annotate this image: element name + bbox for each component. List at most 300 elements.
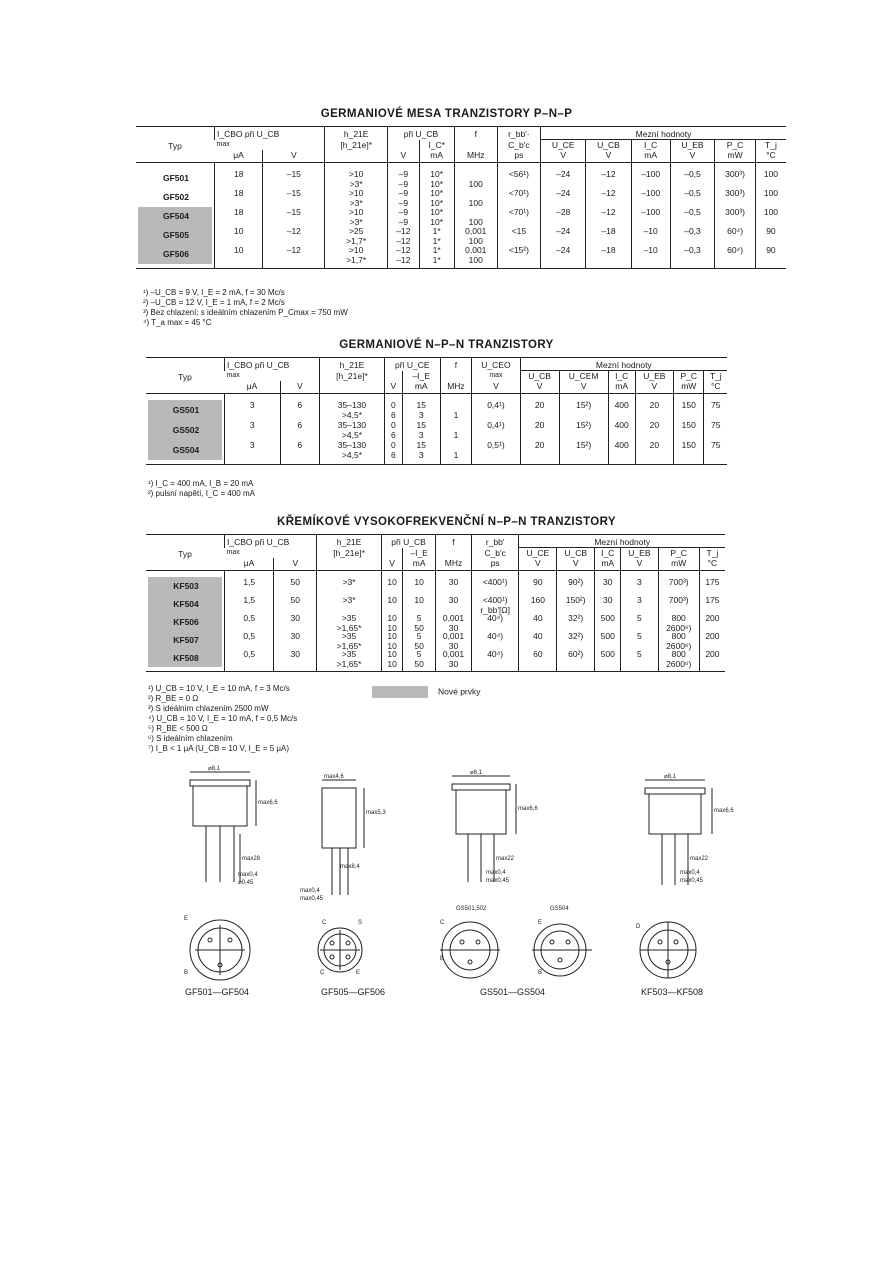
pin-label: C bbox=[320, 970, 325, 976]
table-cell bbox=[474, 577, 516, 595]
cell-value: 0 bbox=[391, 400, 396, 410]
table-cell bbox=[405, 400, 438, 420]
cell-value: 6 bbox=[297, 440, 303, 450]
cell-value: 10* bbox=[430, 188, 444, 198]
cell-value: –9 bbox=[398, 198, 409, 208]
cell-value: 60²) bbox=[568, 649, 584, 659]
cell-value: 800 bbox=[671, 631, 686, 641]
unit: ps bbox=[497, 150, 540, 163]
table-cell bbox=[611, 400, 633, 420]
table-cell bbox=[457, 188, 495, 207]
col-typ: Typ bbox=[136, 127, 215, 163]
cell-value: 100 bbox=[763, 188, 779, 198]
cell-value: –24 bbox=[556, 188, 571, 198]
col-m-tj: T_j bbox=[699, 548, 725, 559]
cell-value: 400 bbox=[614, 400, 629, 410]
footnotes-germanium-pnp bbox=[143, 288, 348, 328]
unit: V bbox=[382, 558, 403, 571]
cell-value: <15²) bbox=[508, 245, 529, 255]
dim-label: GS504 bbox=[550, 906, 569, 912]
dim-label: max8,4 bbox=[340, 864, 360, 870]
drawing-gs501-side bbox=[452, 776, 516, 882]
cell-value: 15 bbox=[416, 440, 426, 450]
unit: V bbox=[263, 150, 325, 163]
cell-value: –0,3 bbox=[684, 226, 701, 236]
table-column bbox=[497, 163, 540, 269]
cell-value: 700³) bbox=[668, 577, 689, 587]
table-cell bbox=[405, 595, 433, 613]
cell-value: >4,5* bbox=[341, 410, 362, 420]
table-column bbox=[699, 571, 725, 672]
cell-value: 10* bbox=[430, 217, 444, 227]
table-cell bbox=[676, 400, 701, 420]
table-cell bbox=[706, 420, 725, 440]
dim-label: max0,4 bbox=[238, 872, 258, 878]
cell-value: –18 bbox=[601, 226, 616, 236]
footnote: ²) R_BE = 0 Ω bbox=[148, 694, 199, 703]
cell-value: 1,5 bbox=[243, 577, 256, 587]
legend-label: Nové prvky bbox=[438, 686, 481, 697]
table-cell bbox=[457, 169, 495, 188]
table-cell bbox=[634, 188, 668, 207]
col-hfe2: [h_21e]* bbox=[325, 140, 388, 151]
table-cell bbox=[327, 245, 385, 264]
table-cell bbox=[638, 420, 671, 440]
table-cell bbox=[322, 440, 382, 460]
cell-value: <15 bbox=[511, 226, 527, 236]
table-cell bbox=[217, 226, 260, 245]
table-cell bbox=[673, 207, 713, 226]
table-column bbox=[225, 394, 281, 465]
dim-label: max22 bbox=[690, 856, 709, 862]
table-cell bbox=[623, 649, 655, 667]
type-name: KF506 bbox=[148, 613, 222, 631]
table-cell bbox=[758, 226, 784, 245]
table-cell bbox=[384, 577, 400, 595]
col-pri: při U_CE bbox=[384, 358, 440, 371]
cell-value: 100 bbox=[468, 236, 483, 246]
unit: μA bbox=[215, 150, 263, 163]
table-cell bbox=[638, 440, 671, 460]
cell-value: 15²) bbox=[576, 440, 592, 450]
table-column bbox=[274, 571, 317, 672]
unit: V bbox=[557, 558, 595, 571]
cell-value: –12 bbox=[396, 255, 411, 265]
table-cell bbox=[390, 169, 416, 188]
unit: μA bbox=[225, 558, 274, 571]
type-name: KF507 bbox=[148, 631, 222, 649]
unit: V bbox=[635, 381, 673, 394]
table-cell bbox=[319, 577, 379, 595]
col-uceo: U_CEO bbox=[472, 358, 520, 371]
cell-value: 60⁴) bbox=[727, 226, 744, 236]
table-cell bbox=[319, 595, 379, 613]
table-column bbox=[635, 394, 673, 465]
cell-value: 90 bbox=[533, 577, 543, 587]
drawing-gf501-side bbox=[190, 772, 256, 882]
cell-value: –0,5 bbox=[684, 207, 701, 217]
cell-value: <56¹) bbox=[508, 169, 529, 179]
cell-value: 1* bbox=[432, 226, 441, 236]
cell-value: 18 bbox=[233, 207, 244, 217]
table-cell bbox=[661, 631, 697, 649]
cell-value: 800 bbox=[671, 613, 686, 623]
table-column bbox=[263, 163, 325, 269]
cell-value: 0,001 bbox=[442, 649, 465, 659]
table-cell bbox=[227, 577, 271, 595]
cell-value: 3 bbox=[637, 595, 642, 605]
table-cell bbox=[500, 188, 538, 207]
cell-value: 15 bbox=[416, 420, 426, 430]
table-cell bbox=[623, 595, 655, 613]
table-cell bbox=[474, 631, 516, 649]
cell-value: 10 bbox=[387, 577, 397, 587]
cell-value: >3* bbox=[342, 577, 356, 587]
table-column bbox=[280, 394, 319, 465]
col-m-uce: U_CE bbox=[519, 548, 557, 559]
col-hfe: h_21E bbox=[325, 127, 388, 140]
table-column bbox=[319, 394, 384, 465]
unit bbox=[325, 150, 388, 163]
table-cell bbox=[661, 577, 697, 595]
table-cell bbox=[661, 613, 697, 631]
col-m-ic: I_C bbox=[595, 548, 621, 559]
package-drawings bbox=[140, 760, 760, 1010]
cell-value bbox=[443, 440, 470, 450]
caption-kf503: KF503—KF508 bbox=[641, 987, 704, 997]
table-cell bbox=[638, 400, 671, 420]
table-cell bbox=[611, 440, 633, 460]
cell-value: 30 bbox=[602, 595, 613, 605]
col-m-pc: P_C bbox=[658, 548, 699, 559]
pin-label: E bbox=[356, 970, 361, 976]
footnote: ⁷) I_B < 1 μA (U_CB = 10 V, I_E = 5 μA) bbox=[148, 744, 289, 753]
table-cell bbox=[422, 188, 452, 207]
cell-value: 0,001 bbox=[465, 245, 487, 255]
cell-value: –24 bbox=[556, 245, 571, 255]
cell-value: >10 bbox=[348, 188, 364, 198]
unit: mW bbox=[715, 150, 756, 163]
cell-value: 50 bbox=[414, 623, 424, 633]
unit: mA bbox=[402, 381, 440, 394]
cell-value: –100 bbox=[641, 188, 661, 198]
cell-value: 60 bbox=[533, 649, 543, 659]
table-column bbox=[631, 163, 670, 269]
unit: °C bbox=[755, 150, 786, 163]
table-column bbox=[670, 163, 715, 269]
table-cell bbox=[523, 440, 557, 460]
cell-value: –9 bbox=[398, 188, 409, 198]
col-m-pc: P_C bbox=[674, 371, 704, 382]
table-cell bbox=[702, 631, 723, 649]
unit: mA bbox=[631, 150, 670, 163]
col-icbo: I_CBO při U_CB bbox=[225, 535, 317, 548]
col-mezni: Mezní hodnoty bbox=[519, 535, 725, 548]
cell-value: 10 bbox=[387, 631, 397, 641]
table-cell bbox=[265, 188, 322, 207]
table-cell bbox=[457, 245, 495, 264]
table-cell bbox=[706, 440, 725, 460]
unit: V bbox=[670, 150, 715, 163]
cell-value: 150 bbox=[681, 400, 696, 410]
cell-value: 30 bbox=[290, 613, 300, 623]
table-cell bbox=[422, 169, 452, 188]
cell-value: >1,7* bbox=[346, 255, 367, 265]
col-f: f bbox=[436, 535, 472, 548]
cell-value: 3 bbox=[418, 410, 424, 420]
unit: V bbox=[384, 381, 402, 394]
table-cell bbox=[322, 400, 382, 420]
cell-value: 0,001 bbox=[442, 631, 465, 641]
unit: V bbox=[274, 558, 317, 571]
table-cell bbox=[702, 649, 723, 667]
dim-label: max5,3 bbox=[366, 810, 386, 816]
pin-label: B bbox=[184, 970, 189, 976]
col-f: f bbox=[440, 358, 472, 371]
table-cell bbox=[559, 649, 592, 667]
col-m-ueb: U_EB bbox=[621, 548, 658, 559]
cell-value: 20 bbox=[534, 400, 545, 410]
cell-value: 10 bbox=[387, 613, 397, 623]
cell-value: 150 bbox=[681, 420, 696, 430]
unit: ps bbox=[471, 558, 518, 571]
type-name: GF506 bbox=[138, 245, 212, 264]
table-cell bbox=[276, 577, 314, 595]
table-cell bbox=[422, 245, 452, 264]
col-ie: –I_E bbox=[402, 371, 440, 382]
cell-value bbox=[457, 207, 495, 217]
cell-value: 200 bbox=[705, 631, 720, 641]
cell-value: –100 bbox=[641, 207, 661, 217]
table-cell bbox=[283, 440, 317, 460]
cell-value: 200 bbox=[705, 649, 720, 659]
table-cell bbox=[319, 649, 379, 667]
table-cell bbox=[634, 245, 668, 264]
cell-value: –0,5 bbox=[684, 188, 701, 198]
cell-value: 10* bbox=[430, 198, 444, 208]
cell-value: r_bb'[Ω] bbox=[480, 605, 511, 615]
table-cell bbox=[405, 631, 433, 649]
cell-value: 0,001 bbox=[465, 226, 487, 236]
table-cell bbox=[543, 169, 583, 188]
cell-value: 1* bbox=[432, 245, 441, 255]
table-column bbox=[472, 394, 520, 465]
cell-value: 30 bbox=[448, 659, 459, 669]
table-cell bbox=[438, 649, 469, 667]
table-cell bbox=[623, 577, 655, 595]
table-cell bbox=[474, 400, 517, 420]
cell-value: 15²) bbox=[576, 400, 592, 410]
table-column bbox=[586, 163, 631, 269]
cell-value: 0,5 bbox=[243, 613, 256, 623]
cell-value: 90 bbox=[766, 245, 776, 255]
cell-value: 300³) bbox=[725, 207, 745, 217]
cell-value: 75 bbox=[710, 420, 721, 430]
table-cell bbox=[283, 400, 317, 420]
table-cell bbox=[611, 420, 633, 440]
pin-label: E bbox=[538, 920, 543, 926]
cell-value: 10* bbox=[430, 207, 444, 217]
table-cell bbox=[405, 649, 433, 667]
table-column bbox=[557, 571, 595, 672]
table-cell bbox=[543, 188, 583, 207]
cell-value: <400¹) bbox=[482, 577, 508, 587]
cell-value: 40⁴) bbox=[487, 649, 504, 659]
cell-value: 0,5 bbox=[243, 649, 256, 659]
table-cell bbox=[319, 613, 379, 631]
dim-label: max6,6 bbox=[518, 806, 538, 812]
table-cell bbox=[227, 613, 271, 631]
dim-label: max0,4 bbox=[486, 870, 506, 876]
dim-label: GS501,502 bbox=[456, 906, 487, 912]
table-cell bbox=[559, 631, 592, 649]
table-column bbox=[541, 163, 586, 269]
col-hfe: h_21E bbox=[319, 358, 384, 371]
cell-value: –12 bbox=[601, 188, 616, 198]
footnote: ⁴) U_CB = 10 V, I_E = 10 mA, f = 0,5 Mc/s bbox=[148, 714, 298, 723]
table-cell bbox=[543, 207, 583, 226]
table-cell bbox=[676, 420, 701, 440]
table-cell bbox=[597, 595, 618, 613]
table-cell bbox=[588, 226, 628, 245]
table-cell bbox=[227, 595, 271, 613]
footnote: ²) pulsní napětí, I_C = 400 mA bbox=[148, 489, 255, 498]
type-name: GF502 bbox=[163, 192, 189, 202]
col-rbb: r_bb' bbox=[471, 535, 518, 548]
table-cell bbox=[597, 631, 618, 649]
col-m-tj: T_j bbox=[704, 371, 727, 382]
table-cell bbox=[405, 613, 433, 631]
table-cell bbox=[523, 400, 557, 420]
table-cell bbox=[457, 207, 495, 226]
cell-value: 35–130 bbox=[337, 440, 367, 450]
table-cell bbox=[717, 226, 753, 245]
col-mezni: Mezní hodnoty bbox=[541, 127, 786, 140]
cell-value: –10 bbox=[643, 245, 658, 255]
table-cell bbox=[500, 245, 538, 264]
cell-value: 30 bbox=[448, 577, 459, 587]
col-m-ueb: U_EB bbox=[670, 140, 715, 151]
unit: MHz bbox=[440, 381, 472, 394]
table-cell bbox=[500, 169, 538, 188]
table-column bbox=[317, 571, 382, 672]
cell-value: 3 bbox=[249, 400, 255, 410]
cell-value: 75 bbox=[710, 400, 721, 410]
table-cell bbox=[384, 613, 400, 631]
cell-value: 10 bbox=[387, 649, 397, 659]
drawing-gs504-bottom bbox=[532, 924, 592, 976]
unit: V bbox=[520, 381, 559, 394]
cell-value: 50 bbox=[290, 595, 300, 605]
table-column bbox=[704, 394, 727, 465]
caption-gf505: GF505—GF506 bbox=[321, 987, 386, 997]
pin-label: D bbox=[636, 924, 641, 930]
table-cell bbox=[717, 245, 753, 264]
table-cell bbox=[661, 595, 697, 613]
cell-value: <400¹) bbox=[482, 595, 508, 605]
dim-label: max4,6 bbox=[324, 774, 344, 780]
table-column bbox=[454, 163, 497, 269]
table-cell bbox=[758, 245, 784, 264]
cell-value: –12 bbox=[396, 226, 411, 236]
table-column bbox=[658, 571, 699, 672]
table-column bbox=[595, 571, 621, 672]
cell-value: –9 bbox=[398, 207, 409, 217]
cell-value: 5 bbox=[637, 631, 642, 641]
table-cell bbox=[661, 649, 697, 667]
cell-value: 500 bbox=[600, 613, 615, 623]
cell-value: 100 bbox=[763, 169, 779, 179]
table-cell bbox=[327, 188, 385, 207]
table-column bbox=[225, 571, 274, 672]
cell-value: 1,5 bbox=[243, 595, 256, 605]
table-cell bbox=[521, 577, 554, 595]
cell-value: 15²) bbox=[576, 420, 592, 430]
unit: μA bbox=[225, 381, 281, 394]
cell-value: –9 bbox=[398, 179, 409, 189]
table-cell bbox=[217, 169, 260, 188]
table-cell bbox=[276, 595, 314, 613]
cell-value: 1* bbox=[432, 236, 441, 246]
cell-value: 175 bbox=[705, 595, 720, 605]
cell-value: 30 bbox=[448, 641, 459, 651]
cell-value: 10 bbox=[233, 245, 244, 255]
col-m-pc: P_C bbox=[715, 140, 756, 151]
table-cell bbox=[562, 400, 606, 420]
dim-label: max0,45 bbox=[486, 878, 510, 884]
col-typ: Typ bbox=[146, 535, 225, 571]
cell-value: 3 bbox=[418, 430, 424, 440]
table-cell bbox=[562, 420, 606, 440]
cell-value: 18 bbox=[233, 188, 244, 198]
unit: V bbox=[472, 381, 520, 394]
cell-value: 5 bbox=[637, 613, 642, 623]
table-column bbox=[403, 571, 436, 672]
cell-value: 5 bbox=[416, 631, 422, 641]
cell-value: 0 bbox=[391, 420, 396, 430]
table-cell bbox=[543, 226, 583, 245]
table-cell bbox=[474, 613, 516, 631]
cell-value: –15 bbox=[286, 188, 301, 198]
unit: mW bbox=[674, 381, 704, 394]
cell-value bbox=[457, 169, 495, 179]
col-f: f bbox=[454, 127, 497, 140]
cell-value: 0,4¹) bbox=[487, 420, 505, 430]
table-cell bbox=[227, 420, 278, 440]
dim-label: max22 bbox=[496, 856, 515, 862]
cell-value: –12 bbox=[396, 245, 411, 255]
table-cell bbox=[702, 577, 723, 595]
table-cell bbox=[500, 207, 538, 226]
table-column bbox=[402, 394, 440, 465]
table-cell bbox=[265, 169, 322, 188]
cell-value: –100 bbox=[641, 169, 661, 179]
table-cell bbox=[405, 577, 433, 595]
cell-value: 1 bbox=[453, 450, 459, 460]
cell-value: 1* bbox=[432, 255, 441, 265]
cell-value: 2600⁶) bbox=[666, 623, 692, 633]
col-ie: –I_E bbox=[403, 548, 436, 559]
table-cell bbox=[521, 613, 554, 631]
cell-value: 5 bbox=[416, 649, 422, 659]
table-cell bbox=[387, 440, 400, 460]
col-mezni: Mezní hodnoty bbox=[520, 358, 727, 371]
table-cell bbox=[327, 169, 385, 188]
legend-new-items bbox=[372, 686, 481, 698]
table-cell bbox=[443, 400, 470, 420]
cell-value: 60⁴) bbox=[727, 245, 744, 255]
cell-value: –0,5 bbox=[684, 169, 701, 179]
